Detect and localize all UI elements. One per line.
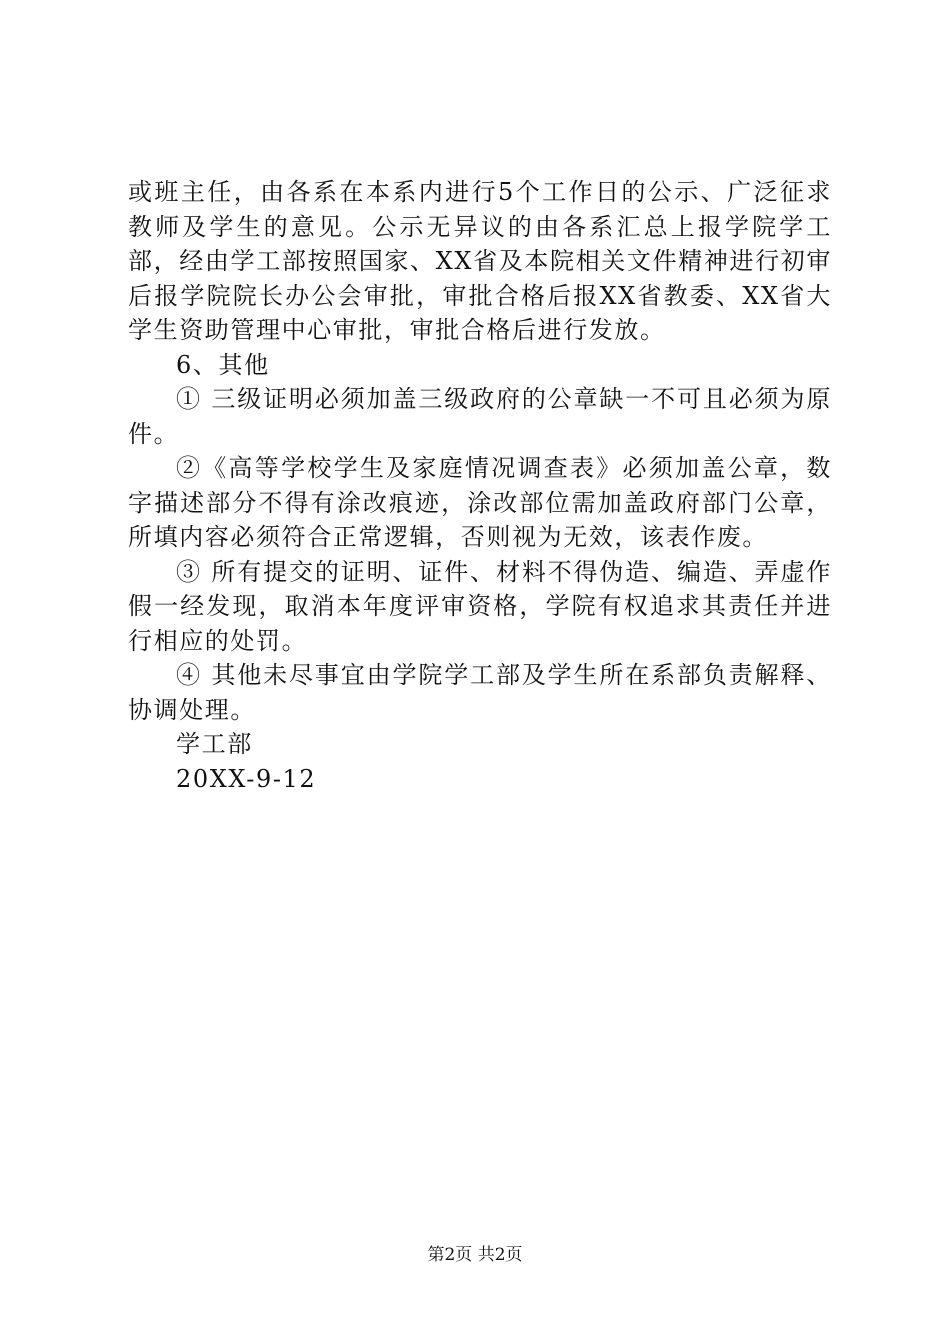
page-number-footer: 第2页 共2页 [427,1245,523,1265]
paragraph-item-2: ②《高等学校学生及家庭情况调查表》必须加盖公章，数字描述部分不得有涂改痕迹，涂改部位需加盖政府部门公章，所填内容必须符合正常逻辑，否则视为无效，该表作废。 [128,454,832,551]
document-body [128,175,832,796]
section-heading-other: 6、其他 [176,350,270,379]
paragraph-item-4: ④ 其他未尽事宜由学院学工部及学生所在系部负责解释、协调处理。 [128,661,832,724]
signature-department: 学工部 [176,730,253,758]
paragraph-approval-process: 或班主任，由各系在本系内进行5个工作日的公示、广泛征求教师及学生的意见。公示无异议的由各系汇总上报学院学工部，经由学工部按照国家、XX省及本院相关文件精神进行初审后报学院院长办公会审批，审批合格后报XX省教委、XX省大学生资助管理中心审批，审批合格后进行发放。 [128,178,832,344]
paragraph-item-1: ① 三级证明必须加盖三级政府的公章缺一不可且必须为原件。 [128,385,832,448]
signature-date: 20XX-9-12 [176,764,317,793]
paragraph-item-3: ③ 所有提交的证明、证件、材料不得伪造、编造、弄虚作假一经发现，取消本年度评审资格，学院有权追求其责任并进行相应的处罚。 [128,557,832,655]
